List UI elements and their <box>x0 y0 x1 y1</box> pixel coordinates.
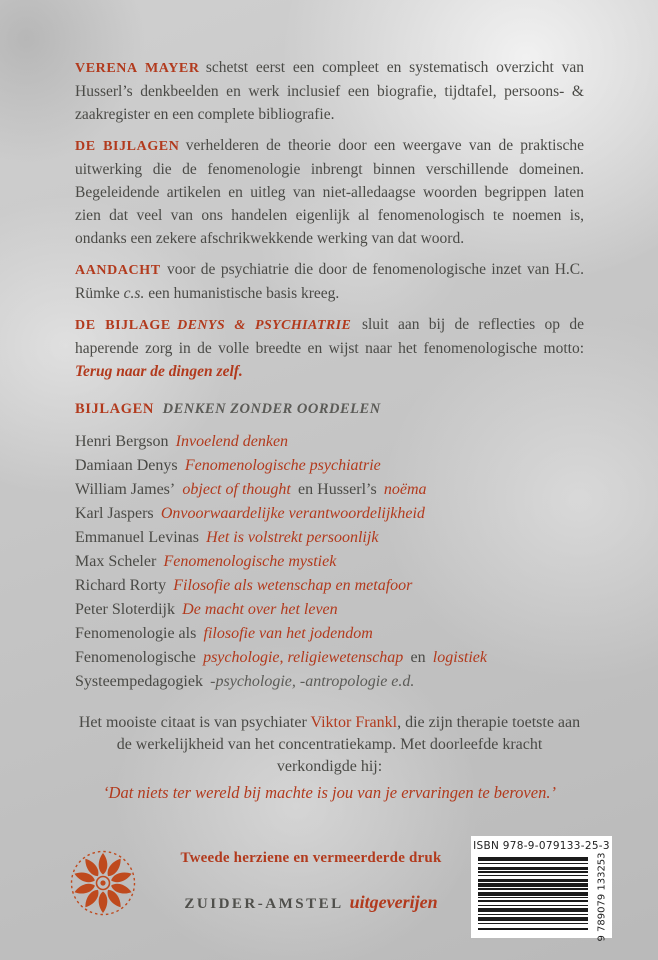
list-item-segment: Peter Sloterdijk <box>75 601 175 618</box>
list-item-segment: -psychologie, -antropologie e.d. <box>210 673 415 690</box>
list-item-segment: Fenomenologische psychiatrie <box>184 457 381 474</box>
blurb-motto: Terug naar de dingen zelf. <box>75 363 243 380</box>
list-item-segment: Het is volstrekt persoonlijk <box>206 529 379 546</box>
frankl-quote: ‘Dat niets ter wereld bij machte is jou van je ervaringen te beroven.’ <box>103 783 556 802</box>
list-item <box>75 478 584 502</box>
imprint-block <box>150 830 472 913</box>
lead-aandacht: AANDACHT <box>75 263 161 278</box>
quote-post: , die zijn therapie toetste aan de werkelijkheid van het concentratiekamp. Met doorleefde kracht verkondigde hij: <box>116 714 581 775</box>
list-item-segment: William James’ <box>75 481 176 498</box>
list-item-segment: De macht over het leven <box>182 601 338 618</box>
list-item <box>75 622 584 646</box>
lead-verena-mayer: VERENA MAYER <box>75 61 200 76</box>
list-item <box>75 574 584 598</box>
mandala-ornament-icon <box>70 850 136 916</box>
section-title: DENKEN ZONDER OORDELEN <box>162 401 381 417</box>
blurb-aandacht-cs: c.s. <box>123 285 145 302</box>
list-item-segment: Fenomenologie als <box>75 625 197 642</box>
list-item <box>75 646 584 670</box>
list-item-segment: en <box>410 649 426 666</box>
blurb-bijlagen-text: verhelderen de theorie door een weergave van de praktische uitwerking die de fenomenologie inbrengt binnen verschillende domeinen. Begeleidende artikelen en uitleg van niet-alledaagse woorden begrippen laten zien dat veel van ons handelen eigenlijk al fenomenologisch te noemen is, ondanks een zekere afschrikwekkende werking van dat woord. <box>75 137 585 247</box>
list-item-segment: en Husserl’s <box>298 481 377 498</box>
list-item-segment: Henri Bergson <box>75 433 169 450</box>
lead-de-bijlage: DE BIJLAGE <box>75 318 171 333</box>
blurb-denys-psychiatrie-title: DENYS & PSYCHIATRIE <box>177 318 352 333</box>
appendix-list <box>75 430 584 694</box>
blurb-aandacht-text-2: een humanistische basis kreeg. <box>144 285 340 302</box>
lead-bijlagen: DE BIJLAGEN <box>75 139 180 154</box>
list-item-segment: object of thought <box>182 481 291 498</box>
list-item <box>75 454 584 478</box>
publisher-name: ZUIDER-AMSTEL <box>184 896 344 912</box>
section-label: BIJLAGEN <box>75 401 154 417</box>
barcode-bars <box>478 857 588 934</box>
list-item-segment: Filosofie als wetenschap en metafoor <box>173 577 413 594</box>
list-item-segment: Invoelend denken <box>175 433 289 450</box>
list-item-segment: Damiaan Denys <box>75 457 178 474</box>
edition-line: Tweede herziene en vermeerderde druk <box>180 850 442 866</box>
list-item <box>75 502 584 526</box>
list-item <box>75 550 584 574</box>
list-item-segment: Emmanuel Levinas <box>75 529 199 546</box>
list-item-segment: Karl Jaspers <box>75 505 154 522</box>
blurb-de-bijlage-text: sluit aan bij de reflecties op de haperende zorg in de volle breedte en wijst naar het fenomenologische motto: <box>75 316 584 357</box>
list-item-segment: Systeempedagogiek <box>75 673 203 690</box>
blurb-verena-mayer-text: schetst eerst een compleet en systematisch overzicht van Husserl’s denkbeelden en werk inclusief een biografie, tijdtafel, persoons- & zaakregister en een complete bibliografie. <box>75 59 584 123</box>
list-item-segment: logistiek <box>432 649 488 666</box>
blurb-de-bijlage <box>75 313 584 383</box>
blurb-bijlagen <box>75 134 584 250</box>
list-item <box>75 526 584 550</box>
publisher-line <box>150 892 472 913</box>
quote-pre: Het mooiste citaat is van psychiater <box>78 714 311 731</box>
list-item-segment: Fenomenologische mystiek <box>163 553 337 570</box>
blurb-aandacht <box>75 258 584 305</box>
isbn-label: ISBN 978-9-079133-25-3 <box>473 840 610 852</box>
ean-digits: 9 789079 133253 <box>596 851 608 942</box>
isbn-barcode <box>471 836 612 942</box>
list-item-segment: Richard Rorty <box>75 577 167 594</box>
list-item-segment: Fenomenologische <box>75 649 196 666</box>
list-item-segment: Max Scheler <box>75 553 157 570</box>
list-item-segment: filosofie van het jodendom <box>203 625 373 642</box>
list-item-segment: noëma <box>383 481 427 498</box>
list-item-segment: Onvoorwaardelijke verantwoordelijkheid <box>160 505 425 522</box>
cover-text-column <box>75 56 584 805</box>
blurb-verena-mayer <box>75 56 584 126</box>
cover-footer <box>0 830 658 960</box>
list-item-segment: psychologie, religiewetenschap <box>203 649 404 666</box>
quote-author-name: Viktor Frankl <box>310 714 398 731</box>
quote-block <box>75 712 584 778</box>
list-item <box>75 670 584 694</box>
section-heading <box>75 399 584 419</box>
blurb-aandacht-text-1: voor de psychiatrie die door de fenomenologische inzet van H.C. Rümke <box>75 261 584 302</box>
ean-digits-column <box>592 851 612 942</box>
publisher-suffix: uitgeverijen <box>349 892 438 912</box>
list-item <box>75 598 584 622</box>
list-item <box>75 430 584 454</box>
